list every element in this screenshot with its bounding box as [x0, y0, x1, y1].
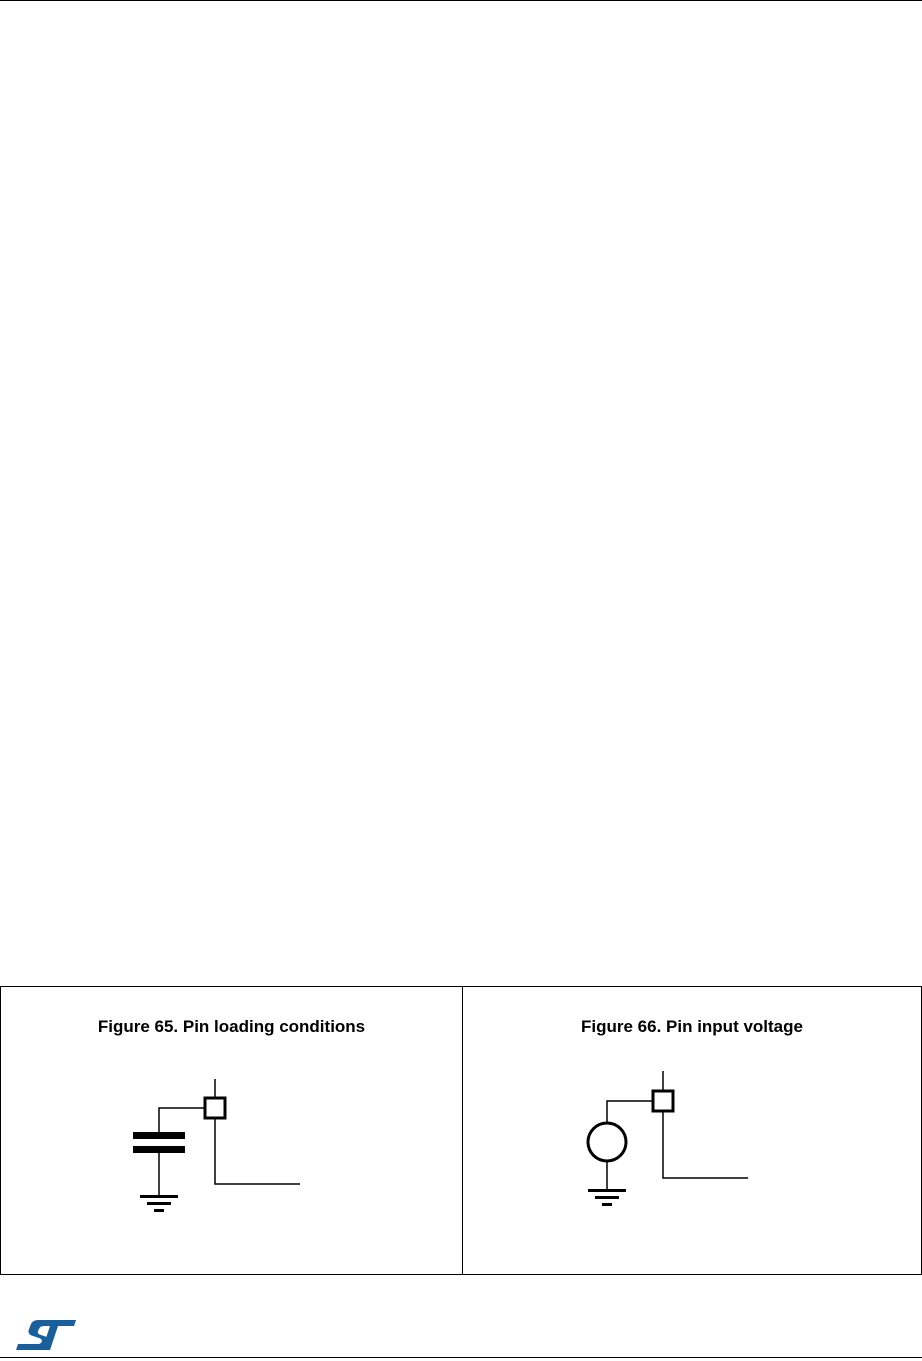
ground-line-2 — [147, 1202, 171, 1205]
voltage-source-icon — [588, 1123, 626, 1161]
capacitor-plate-top — [133, 1132, 185, 1139]
pin-input-voltage-schematic — [463, 987, 921, 1274]
pin-lead-output — [663, 1111, 748, 1178]
st-logo-icon — [14, 1318, 78, 1352]
ground-line-3 — [602, 1203, 612, 1206]
ground-line-2 — [595, 1196, 619, 1199]
capacitor-plate-bottom — [133, 1146, 185, 1153]
ground-icon — [588, 1189, 626, 1192]
pin-loading-schematic — [1, 987, 462, 1274]
figure-65-caption: Figure 65. Pin loading conditions — [97, 1017, 366, 1036]
figure-66-cell — [463, 987, 921, 1274]
figure-66-caption: Figure 66. Pin input voltage — [581, 1017, 803, 1036]
wire-to-capacitor — [159, 1108, 205, 1132]
pin-box — [653, 1091, 673, 1111]
bottom-rule — [0, 1357, 922, 1358]
top-rule — [0, 0, 922, 1]
ground-icon — [140, 1195, 178, 1198]
figure-table — [0, 986, 922, 1275]
pin-box — [205, 1098, 225, 1118]
figure-65-cell — [1, 987, 463, 1274]
ground-line-3 — [154, 1209, 164, 1212]
wire-to-source — [607, 1101, 653, 1126]
pin-lead-output — [215, 1118, 300, 1184]
